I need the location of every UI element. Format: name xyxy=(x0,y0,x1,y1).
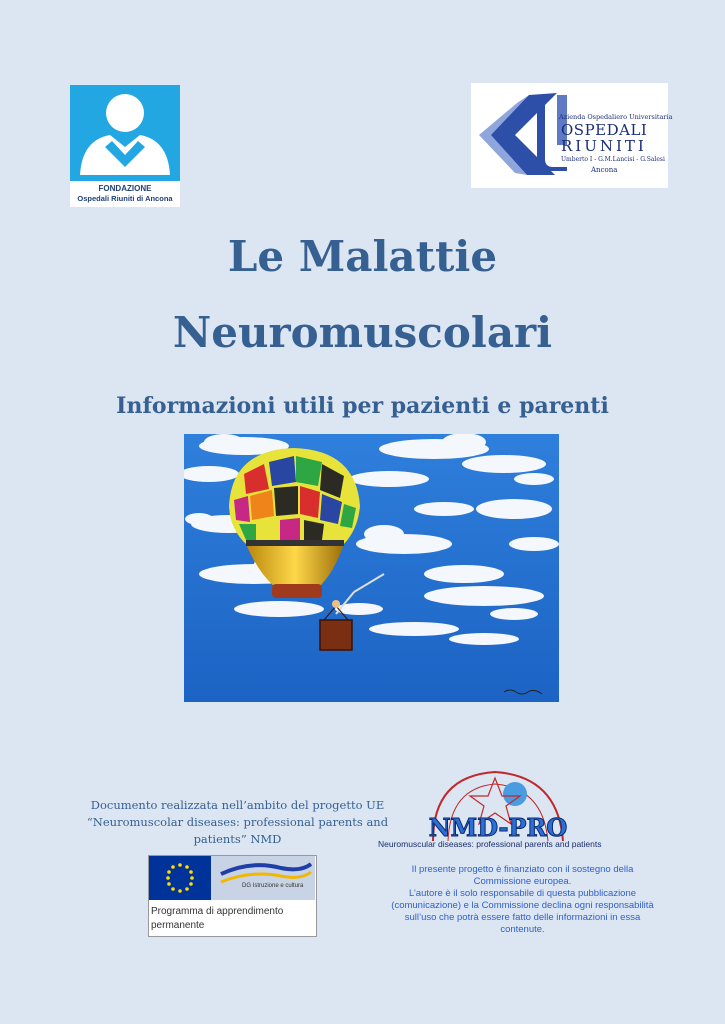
disclaimer-line6: contenute. xyxy=(500,924,545,935)
disclaimer-line1: Il presente progetto è finanziato con il sostegno della xyxy=(411,864,634,875)
eu-disclaimer xyxy=(375,864,670,936)
ospedali-logo-line4: Umberto I - G.M.Lancisi - G.Salesi xyxy=(561,156,665,163)
disclaimer-line5: sull’uso che potrà essere fatto delle informazioni in essa xyxy=(404,912,641,923)
ospedali-logo-line5: Ancona xyxy=(591,166,618,174)
fondazione-logo xyxy=(70,85,180,207)
project-line2: “Neuromuscolar diseases: professional parents and xyxy=(86,815,389,829)
eu-programme-banner xyxy=(211,856,315,900)
ospedali-logo-line2: OSPEDALI xyxy=(561,121,648,139)
eu-programme-line2: permanente xyxy=(151,920,205,931)
disclaimer-line2: Commissione europea. xyxy=(473,876,572,887)
ospedali-logo-line3: RIUNITI xyxy=(561,137,647,155)
eu-programme-small-label: DG Istruzione e cultura xyxy=(242,883,304,889)
fondazione-logo-line2: Ospedali Riuniti di Ancona xyxy=(77,194,173,203)
eu-programme-line1: Programma di apprendimento xyxy=(151,906,284,917)
project-line3: patients” NMD xyxy=(193,832,282,846)
balloon-painting xyxy=(184,434,559,702)
project-description xyxy=(80,797,395,848)
eu-programme-logo xyxy=(148,855,317,937)
ospedali-riuniti-logo xyxy=(471,83,673,188)
fondazione-logo-mark xyxy=(70,85,180,181)
eu-flag-icon xyxy=(149,856,211,900)
project-line1: Documento realizzata nell’ambito del progetto UE xyxy=(90,798,385,812)
title-line2: Neuromuscolari xyxy=(172,308,553,357)
disclaimer-line4: (comunicazione) e la Commissione declina ogni responsabilità xyxy=(391,900,654,911)
title-line1: Le Malattie xyxy=(227,232,498,281)
nmd-pro-name: NMD-PRO xyxy=(428,813,568,842)
nmd-pro-tagline: Neuromuscular diseases: professional parents and patients xyxy=(378,839,602,849)
fondazione-logo-line1: FONDAZIONE xyxy=(98,184,152,193)
disclaimer-line3: L’autore è il solo responsabile di questa pubblicazione xyxy=(408,888,637,899)
subtitle: Informazioni utili per pazienti e parenti xyxy=(116,393,609,419)
ospedali-logo-line1: Azienda Ospedaliero Universitaria xyxy=(559,113,673,121)
